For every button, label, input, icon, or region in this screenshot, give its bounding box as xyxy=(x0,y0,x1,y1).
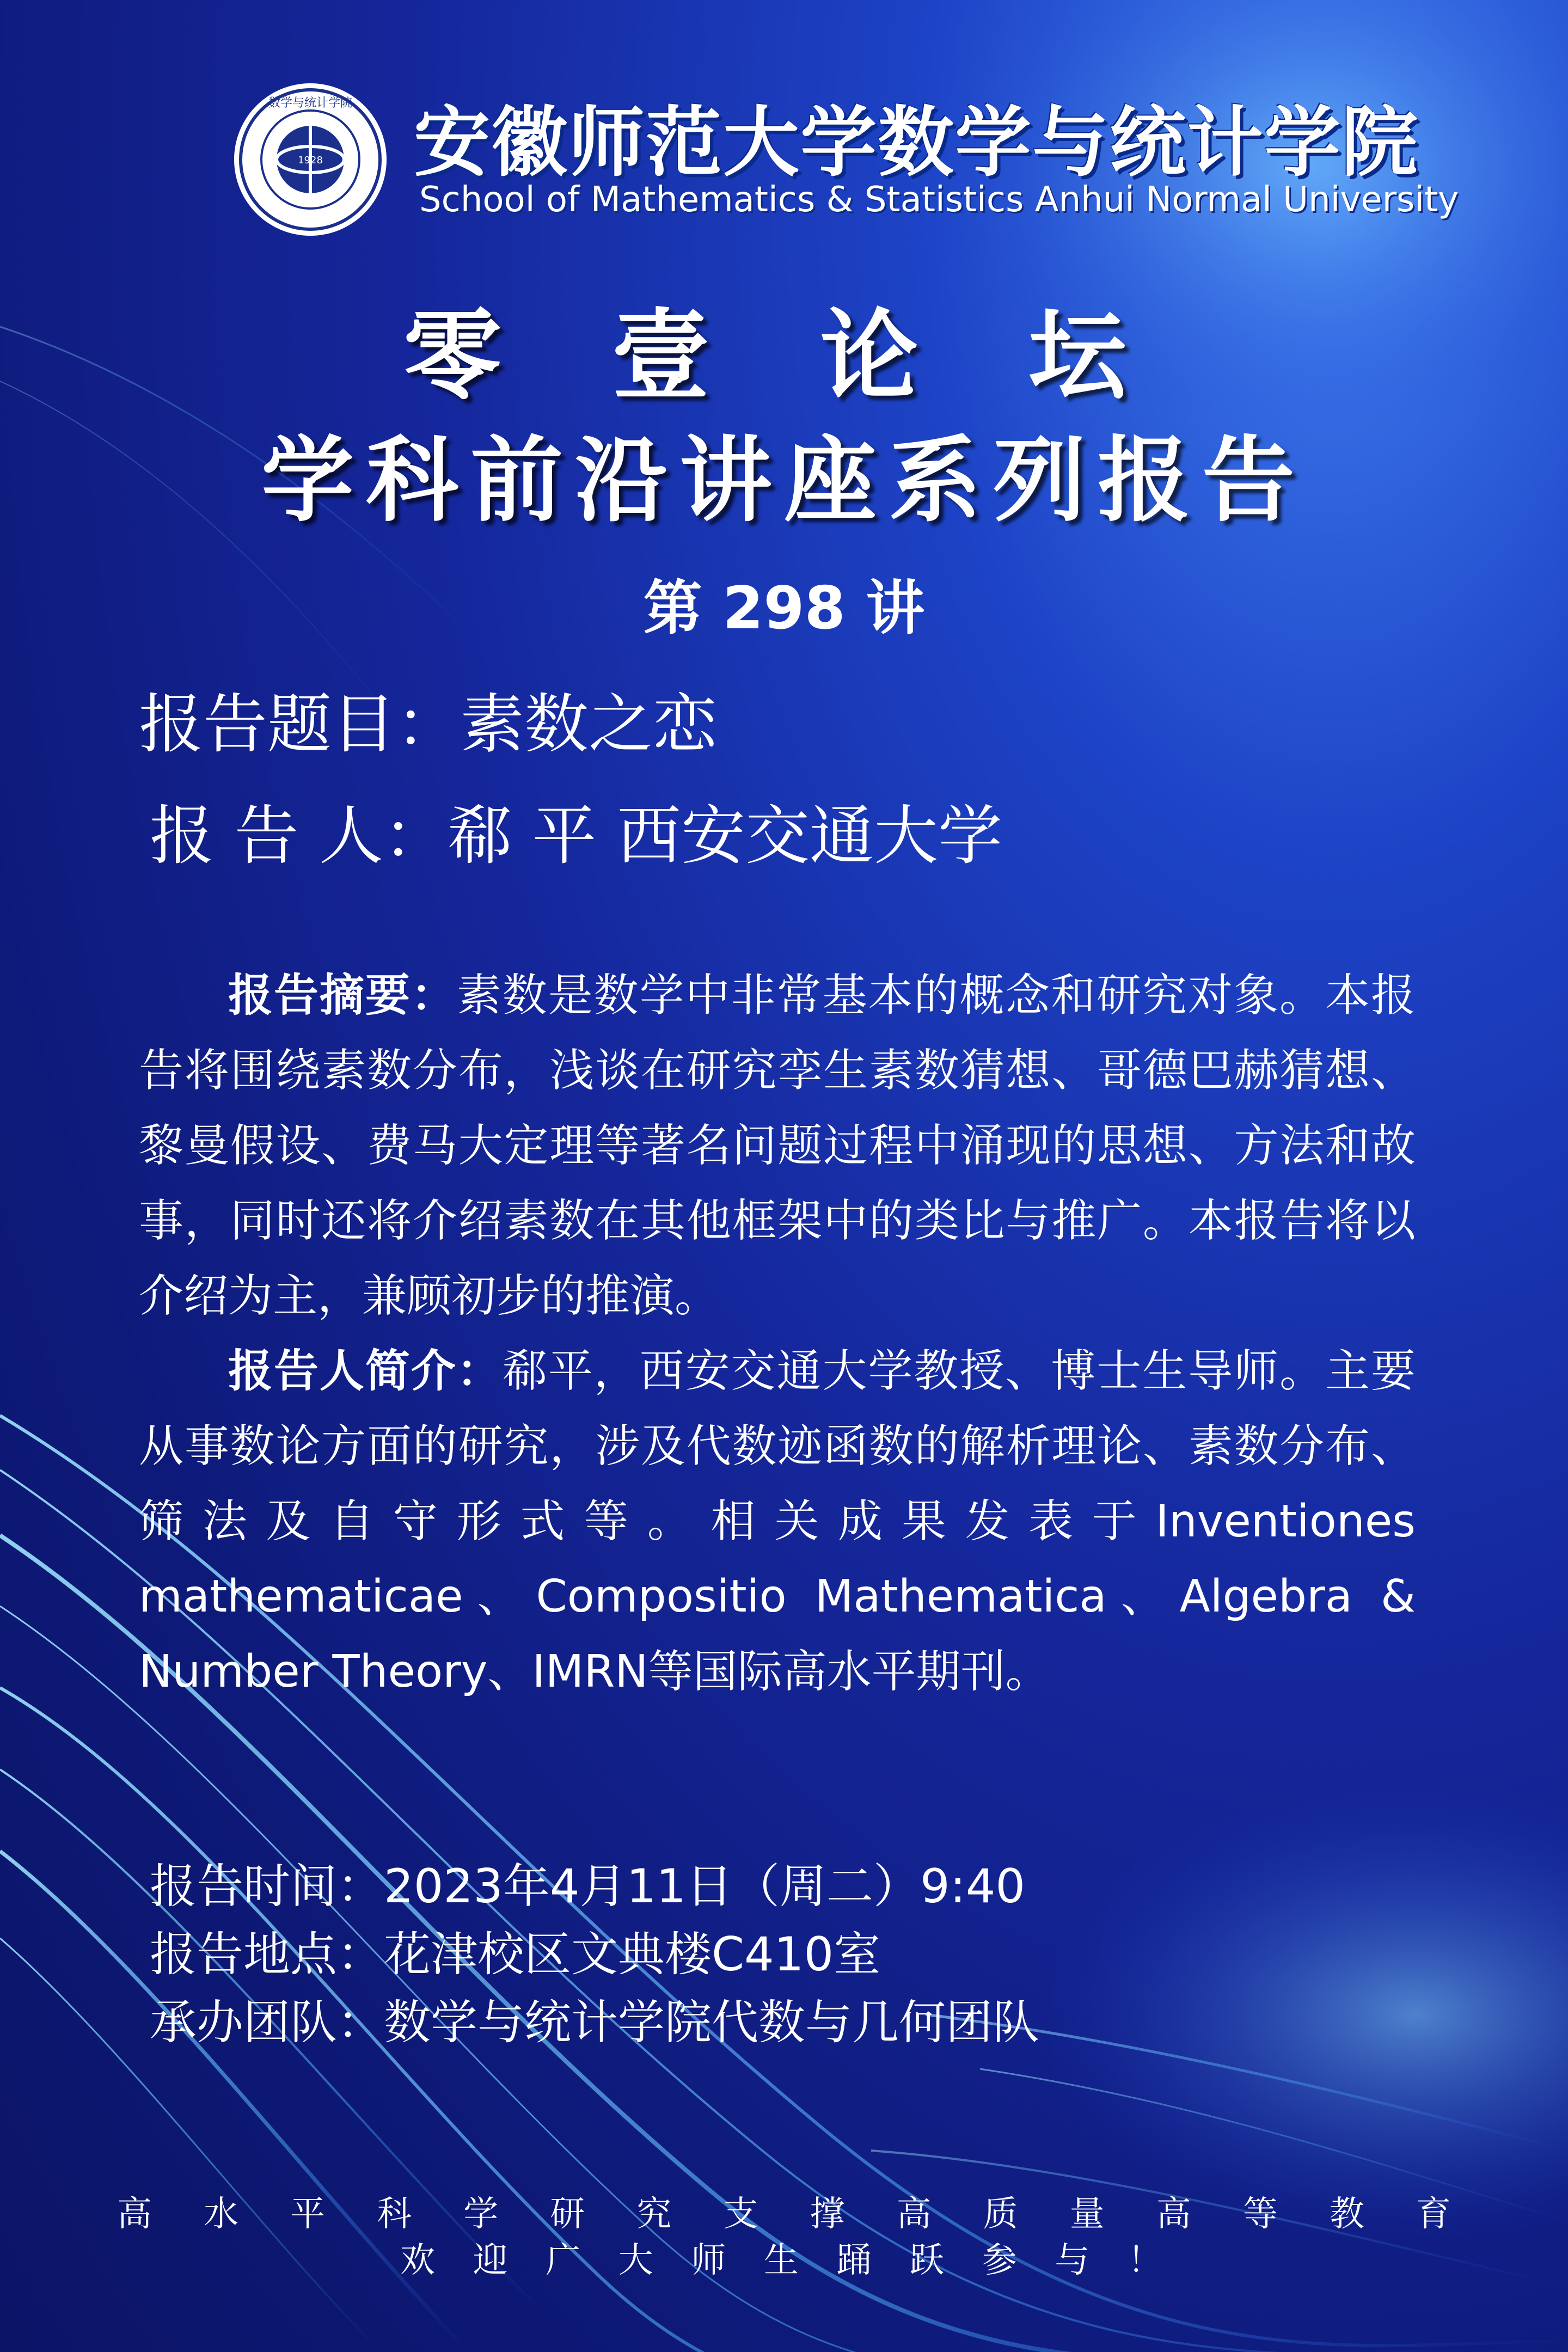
slogan-char: 参 xyxy=(982,2240,1017,2281)
svg-text:数学与统计学院: 数学与统计学院 xyxy=(268,96,353,110)
svg-text:1928: 1928 xyxy=(298,155,323,166)
slogan-char: 等 xyxy=(1242,2194,1278,2234)
slogan-char: 科 xyxy=(377,2194,412,2234)
slogan-char: 学 xyxy=(463,2194,499,2234)
slogan-char: 研 xyxy=(550,2194,585,2234)
organizer-label: 承办团队： xyxy=(150,1995,384,2050)
slogan-char: 跃 xyxy=(909,2240,945,2281)
lecture-number: 第 298 讲 xyxy=(643,574,925,642)
bio-text: 郗平，西安交通大学教授、博士生导师。主要从事数论方面的研究，涉及代数迹函数的解析理论、素数分布、筛法及自守形式等。相关成果发表于Inventiones mathematicae、Compositio Mathematica、Algebra & Number Theory、IMRN等国际高水平期刊。 xyxy=(139,1345,1416,1698)
slogan-char: 广 xyxy=(546,2240,581,2281)
slogan-char: 质 xyxy=(983,2194,1018,2234)
time-value: 2023年4月11日（周二）9:40 xyxy=(384,1859,1026,1914)
speaker-label: 报 告 人： xyxy=(150,798,448,873)
slogan-char: 大 xyxy=(618,2240,653,2281)
organizer-line xyxy=(150,1984,1039,2052)
slogan-line-2 xyxy=(400,2232,1162,2282)
forum-title: 零 壹 论 坛 xyxy=(403,298,1165,413)
slogan-char: ！ xyxy=(1127,2240,1162,2281)
slogan-char: 育 xyxy=(1416,2194,1451,2234)
topic-line xyxy=(139,672,717,765)
college-logo-seal xyxy=(231,81,389,238)
speaker-bio-paragraph xyxy=(139,1334,1416,1710)
slogan-char: 欢 xyxy=(400,2240,435,2281)
slogan-line-1 xyxy=(117,2186,1451,2236)
slogan-char: 生 xyxy=(763,2240,799,2281)
slogan-char: 量 xyxy=(1069,2194,1105,2234)
slogan-char: 撑 xyxy=(810,2194,845,2234)
place-value: 花津校区文典楼C410室 xyxy=(384,1927,881,1982)
slogan-char: 高 xyxy=(896,2194,932,2234)
abstract-paragraph xyxy=(139,958,1416,1334)
time-label: 报告时间： xyxy=(150,1859,384,1914)
topic-label: 报告题目： xyxy=(139,687,461,762)
slogan-char: 踊 xyxy=(836,2240,872,2281)
college-name-chinese: 安徽师范大学数学与统计学院 xyxy=(414,99,1419,187)
abstract-label: 报告摘要： xyxy=(228,970,457,1021)
slogan-char: 水 xyxy=(204,2194,239,2234)
forum-subtitle: 学科前沿讲座系列报告 xyxy=(261,426,1307,535)
slogan-char: 平 xyxy=(290,2194,326,2234)
slogan-char: 与 xyxy=(1055,2240,1090,2281)
bio-label: 报告人简介： xyxy=(228,1345,503,1397)
speaker-value: 郗 平 西安交通大学 xyxy=(448,798,1003,873)
slogan-char: 高 xyxy=(117,2194,152,2234)
slogan-char: 迎 xyxy=(473,2240,508,2281)
topic-value: 素数之恋 xyxy=(460,687,718,762)
place-line xyxy=(150,1916,880,1984)
slogan-char: 高 xyxy=(1156,2194,1191,2234)
college-name-english: School of Mathematics & Statistics Anhui Normal University xyxy=(419,180,1459,220)
place-label: 报告地点： xyxy=(150,1927,384,1982)
slogan-char: 教 xyxy=(1329,2194,1364,2234)
time-line xyxy=(150,1848,1025,1916)
speaker-line xyxy=(150,784,1002,877)
organizer-value: 数学与统计学院代数与几何团队 xyxy=(384,1995,1039,2050)
slogan-char: 师 xyxy=(691,2240,726,2281)
slogan-char: 究 xyxy=(636,2194,672,2234)
slogan-char: 支 xyxy=(723,2194,758,2234)
abstract-text: 素数是数学中非常基本的概念和研究对象。本报告将围绕素数分布，浅谈在研究孪生素数猜想、哥德巴赫猜想、黎曼假设、费马大定理等著名问题过程中涌现的思想、方法和故事，同时还将介绍素数在其他框架中的类比与推广。本报告将以介绍为主，兼顾初步的推演。 xyxy=(139,970,1416,1322)
